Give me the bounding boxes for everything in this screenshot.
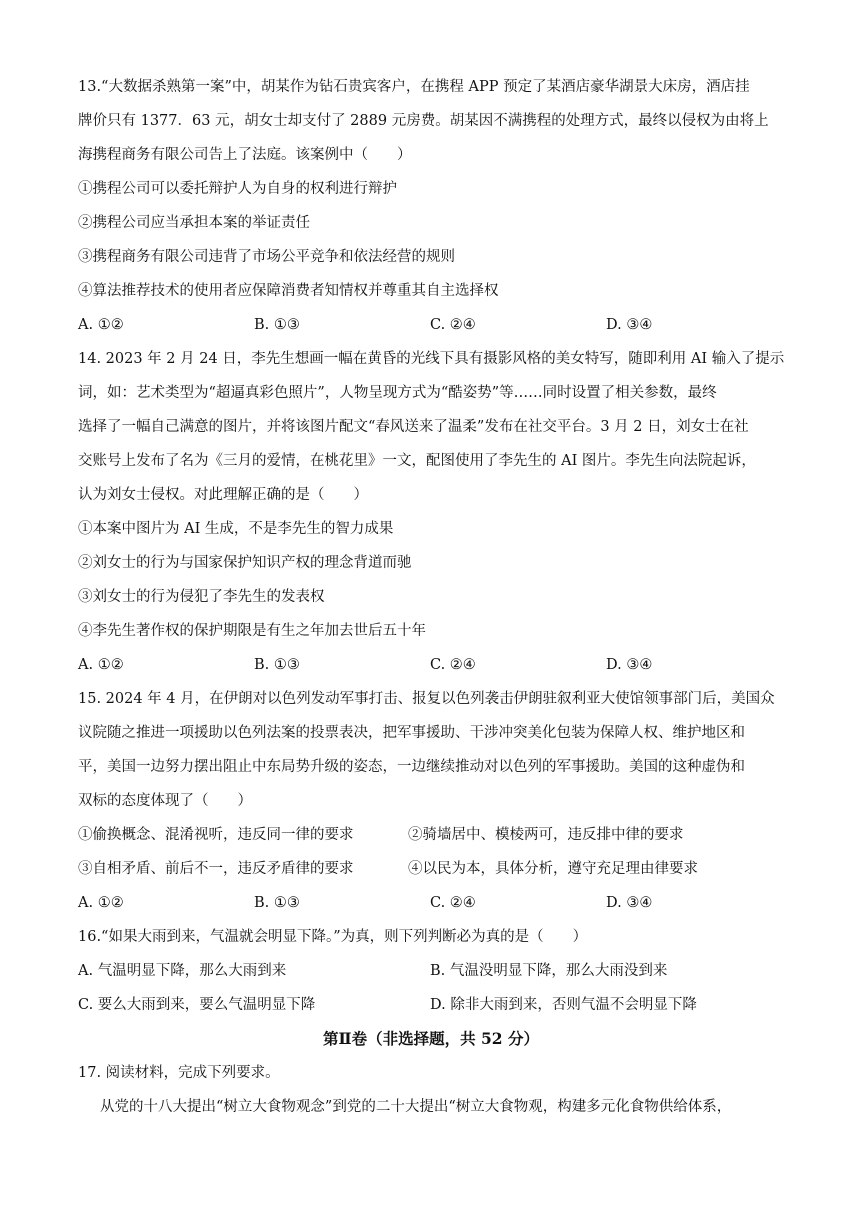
q14-options	[78, 648, 784, 682]
q15-option-d: D. ③④	[606, 895, 653, 911]
q13-options	[78, 308, 784, 342]
q15-statement: ③自相矛盾、前后不一，违反矛盾律的要求	[78, 861, 354, 877]
q16-options-row	[78, 954, 784, 988]
q13-line: 牌价只有 1377．63 元，胡女士却支付了 2889 元房费。胡某因不满携程的处理方式，最终以侵权为由将上	[78, 113, 769, 129]
q14-line: 选择了一幅自己满意的图片，并将该图片配文“春风送来了温柔”发布在社交平台。3 月 2 日，刘女士在社	[78, 419, 749, 435]
q14-line: 认为刘女士侵权。对此理解正确的是（ ）	[78, 487, 368, 503]
q13-line: 海携程商务有限公司告上了法庭。该案例中（ ）	[78, 147, 412, 163]
q16-option-a: A. 气温明显下降，那么大雨到来	[78, 963, 287, 979]
question-13	[78, 70, 784, 342]
q16-stem: 16.“如果大雨到来，气温就会明显下降。”为真，则下列判断必为真的是（ ）	[78, 929, 588, 945]
q14-line: 词，如：艺术类型为“超逼真彩色照片”，人物呈现方式为“酷姿势”等……同时设置了相关参数，最终	[78, 385, 717, 401]
q14-statement: ②刘女士的行为与国家保护知识产权的理念背道而驰	[78, 555, 412, 571]
q13-statement: ③携程商务有限公司违背了市场公平竞争和依法经营的规则	[78, 249, 455, 265]
q14-statement: ③刘女士的行为侵犯了李先生的发表权	[78, 589, 325, 605]
q16-option-b: B. 气温没明显下降，那么大雨没到来	[430, 963, 668, 979]
question-16	[78, 920, 784, 1022]
q15-line: 平，美国一边努力摆出阻止中东局势升级的姿态，一边继续推动对以色列的军事援助。美国的这种虚伪和	[78, 759, 745, 775]
exam-page	[78, 70, 784, 1124]
q14-line: 交账号上发布了名为《三月的爱情，在桃花里》一文，配图使用了李先生的 AI 图片。李先生向法院起诉，	[78, 453, 756, 469]
q14-option-c: C. ②④	[430, 657, 476, 673]
q14-option-d: D. ③④	[606, 657, 653, 673]
q13-option-a: A. ①②	[78, 317, 124, 333]
q15-line: 议院随之推进一项援助以色列法案的投票表决，把军事援助、干涉冲突美化包装为保障人权、维护地区和	[78, 725, 745, 741]
q15-statement: ②骑墙居中、模棱两可，违反排中律的要求	[408, 827, 684, 843]
q13-statement: ①携程公司可以委托辩护人为自身的权利进行辩护	[78, 181, 397, 197]
q13-statement: ④算法推荐技术的使用者应保障消费者知情权并尊重其自主选择权	[78, 283, 499, 299]
q15-options	[78, 886, 784, 920]
q15-option-b: B. ①③	[254, 895, 300, 911]
q16-options-row	[78, 988, 784, 1022]
q14-statement: ④李先生著作权的保护期限是有生之年加去世后五十年	[78, 623, 426, 639]
q15-statement-row	[78, 852, 784, 886]
q14-line: 14. 2023 年 2 月 24 日，李先生想画一幅在黄昏的光线下具有摄影风格的美女特写，随即利用 AI 输入了提示	[78, 351, 784, 367]
question-15	[78, 682, 784, 920]
q13-option-b: B. ①③	[254, 317, 300, 333]
q14-option-a: A. ①②	[78, 657, 124, 673]
q15-line: 双标的态度体现了（ ）	[78, 793, 252, 809]
q16-option-c: C. 要么大雨到来，要么气温明显下降	[78, 997, 316, 1013]
q17-material: 从党的十八大提出“树立大食物观念”到党的二十大提出“树立大食物观，构建多元化食物供给体系，	[100, 1099, 732, 1115]
q13-option-d: D. ③④	[606, 317, 653, 333]
q14-option-b: B. ①③	[254, 657, 300, 673]
q15-statement-row	[78, 818, 784, 852]
q16-option-d: D. 除非大雨到来，否则气温不会明显下降	[430, 997, 697, 1013]
section-title: 第Ⅱ卷（非选择题，共 52 分）	[323, 1029, 539, 1048]
question-14	[78, 342, 784, 682]
q15-statement: ①偷换概念、混淆视听，违反同一律的要求	[78, 827, 354, 843]
q14-statement: ①本案中图片为 AI 生成，不是李先生的智力成果	[78, 521, 394, 537]
q13-line: 13.“大数据杀熟第一案”中，胡某作为钻石贵宾客户，在携程 APP 预定了某酒店豪华湖景大床房，酒店挂	[78, 79, 750, 95]
q13-statement: ②携程公司应当承担本案的举证责任	[78, 215, 310, 231]
q15-statement: ④以民为本，具体分析，遵守充足理由律要求	[408, 861, 698, 877]
q13-option-c: C. ②④	[430, 317, 476, 333]
q15-line: 15. 2024 年 4 月，在伊朗对以色列发动军事打击、报复以色列袭击伊朗驻叙利亚大使馆领事部门后，美国众	[78, 691, 775, 707]
question-17	[78, 1056, 784, 1124]
q15-option-c: C. ②④	[430, 895, 476, 911]
q17-stem: 17. 阅读材料，完成下列要求。	[78, 1065, 280, 1081]
q15-option-a: A. ①②	[78, 895, 124, 911]
